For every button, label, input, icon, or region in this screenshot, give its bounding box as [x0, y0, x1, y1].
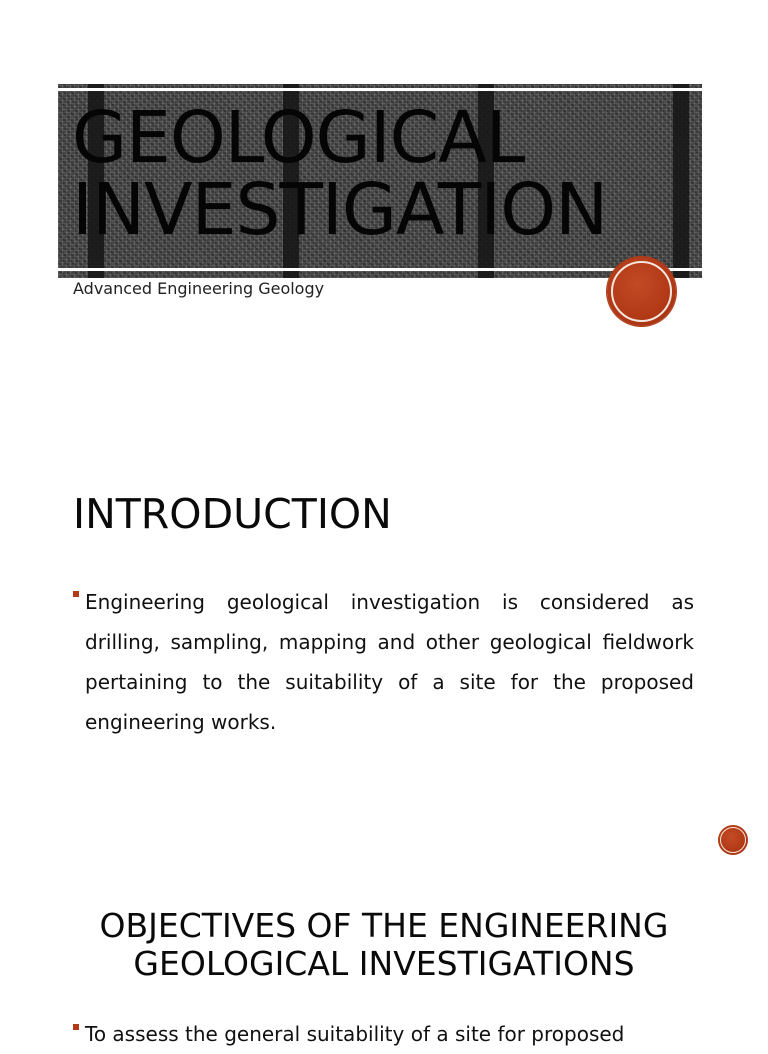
banner-rule-top: [58, 88, 702, 91]
banner-rule-bottom: [58, 268, 702, 271]
decorative-circle-badge: [607, 257, 676, 326]
introduction-heading: INTRODUCTION: [73, 490, 392, 538]
objectives-heading: OBJECTIVES OF THE ENGINEERING GEOLOGICAL INVESTIGATIONS: [99, 906, 669, 983]
slide-title: [72, 96, 608, 251]
bullet-square-icon: [73, 591, 79, 597]
bullet-square-icon: [73, 1024, 79, 1030]
objectives-bullet-text: To assess the general suitability of a site for proposed: [85, 1022, 625, 1046]
title-banner: [58, 84, 702, 278]
slide-title-line-1: GEOLOGICAL: [72, 96, 525, 179]
slide-number-circle: [718, 825, 748, 855]
introduction-bullet: [73, 582, 694, 742]
slide-subtitle: Advanced Engineering Geology: [73, 279, 325, 298]
objectives-bullet: [73, 1014, 694, 1054]
introduction-bullet-text: Engineering geological investigation is considered as drilling, sampling, mapping and other geological fieldwork pertaining to the suitability of a site for the proposed engineering works.: [85, 590, 694, 734]
slide-title-line-2: INVESTIGATION: [72, 168, 608, 251]
